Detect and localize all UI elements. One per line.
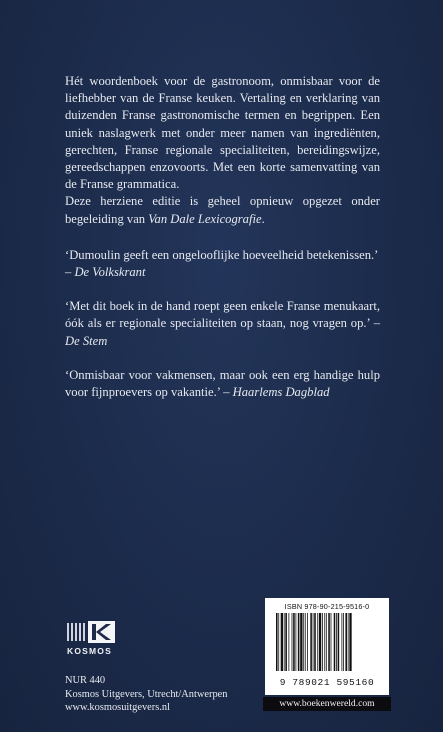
- bookstore-site-tag: www.boekenwereld.com: [263, 697, 391, 711]
- nur-code: NUR 440: [65, 675, 106, 686]
- isbn-barcode: [265, 598, 389, 695]
- review-quote: [65, 298, 380, 350]
- review-dash: –: [220, 385, 233, 400]
- blurb-paragraph: Hét woordenboek voor de gastronoom, onmisbaar voor de liefhebber van de Franse keuken. Vertaling en verklaring van duizenden Franse gastronomische termen en begrippen. Een uniek naslagwerk met onder meer namen van ingrediënten, gerechten, Franse regionale specialiteiten, bereidingswijze, gereedschappen enzovoorts. Met een korte samenvatting van de Franse grammatica.: [65, 74, 380, 192]
- review-source: De Volkskrant: [74, 265, 146, 280]
- review-quote: [65, 367, 380, 401]
- review-text: ‘Onmisbaar voor vakmensen, maar ook een erg handige hulp voor fijnproevers op vakantie.’: [65, 367, 380, 400]
- isbn-number: ISBN 978-90-215-9516-0: [284, 602, 370, 611]
- edition-text: Deze herziene editie is geheel opnieuw opgezet onder begeleiding van: [65, 194, 380, 226]
- review-source: Haarlems Dagblad: [232, 385, 330, 400]
- publisher-info: [65, 674, 265, 715]
- review-dash: –: [369, 316, 381, 331]
- kosmos-k-icon: [67, 621, 117, 643]
- review-text: ‘Dumoulin geeft een ongelooflijke hoeveelheid betekenissen.’: [65, 247, 379, 262]
- publisher-website: www.kosmosuitgevers.nl: [65, 702, 170, 714]
- publisher-name: Kosmos Uitgevers, Utrecht/Antwerpen: [65, 688, 228, 700]
- edition-end: .: [261, 211, 265, 226]
- barcode-bars: [270, 611, 384, 673]
- review-source: De Stem: [65, 333, 108, 348]
- edition-emphasis: Van Dale Lexicografie: [148, 211, 262, 226]
- edition-paragraph: [65, 193, 380, 227]
- back-cover-text: [65, 73, 380, 401]
- barcode-digits: 9 789021 595160: [279, 677, 375, 688]
- publisher-logo-text: KOSMOS: [67, 646, 112, 656]
- review-quote: [65, 247, 380, 281]
- review-dash: –: [65, 265, 75, 280]
- review-text: ‘Met dit boek in de hand roept geen enkele Franse menukaart, óók als er regionale specialiteiten op staan, nog vragen op.’: [65, 299, 380, 331]
- publisher-logo: [67, 621, 123, 656]
